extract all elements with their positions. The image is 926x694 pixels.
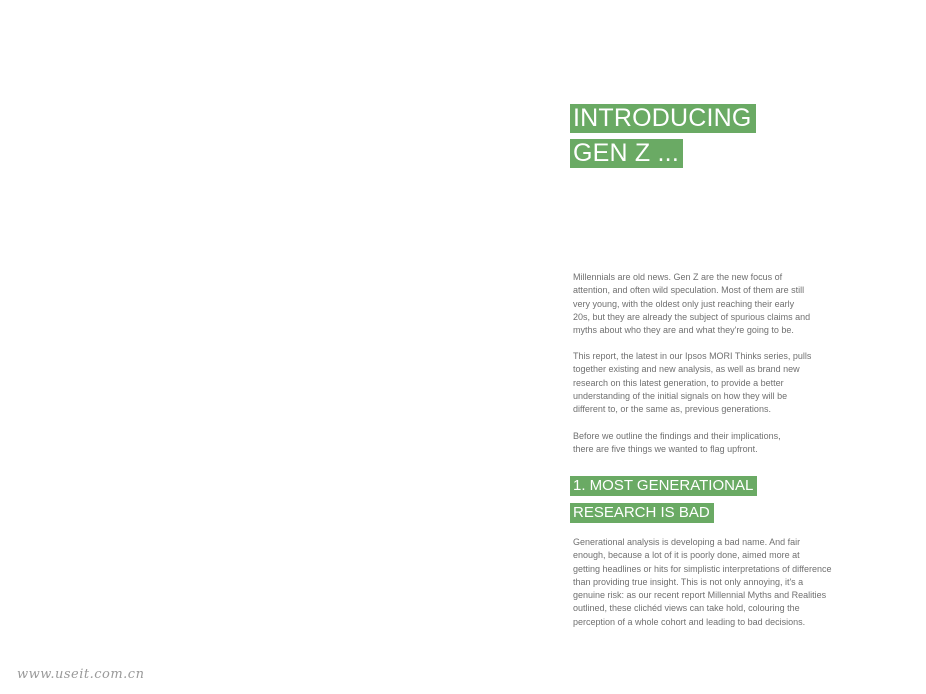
title-line-1: INTRODUCING — [570, 104, 756, 133]
page-title — [570, 104, 756, 174]
intro-paragraph-2: This report, the latest in our Ipsos MORI Thinks series, pulls together existing and new analysis, as well as brand new research on this latest generation, to provide a better understanding of the initial signals on how they will be different to, or the same as, previous generations. — [573, 351, 812, 415]
section-heading-line-1: 1. MOST GENERATIONAL — [570, 476, 757, 496]
section-heading — [570, 476, 757, 530]
section-heading-line-2: RESEARCH IS BAD — [570, 503, 714, 523]
intro-paragraph-3: Before we outline the findings and their implications, there are five things we wanted to flag upfront. — [573, 431, 781, 455]
section-paragraph: Generational analysis is developing a bad name. And fair enough, because a lot of it is poorly done, aimed more at getting headlines or hits for simplistic interpretations of difference than providing true insight. This is not only annoying, it's a genuine risk: as our recent report Millennial Myths and Realities outlined, these clichéd views can take hold, colouring the perception of a whole cohort and leading to bad decisions. — [573, 537, 832, 627]
intro-paragraph-1: Millennials are old news. Gen Z are the new focus of attention, and often wild speculation. Most of them are still very young, with the oldest only just reaching their early 20s, but they are already the subject of spurious claims and myths about who they are and what they're going to be. — [573, 272, 811, 336]
watermark: www.useit.com.cn — [17, 667, 145, 682]
title-line-2: GEN Z ... — [570, 139, 683, 168]
